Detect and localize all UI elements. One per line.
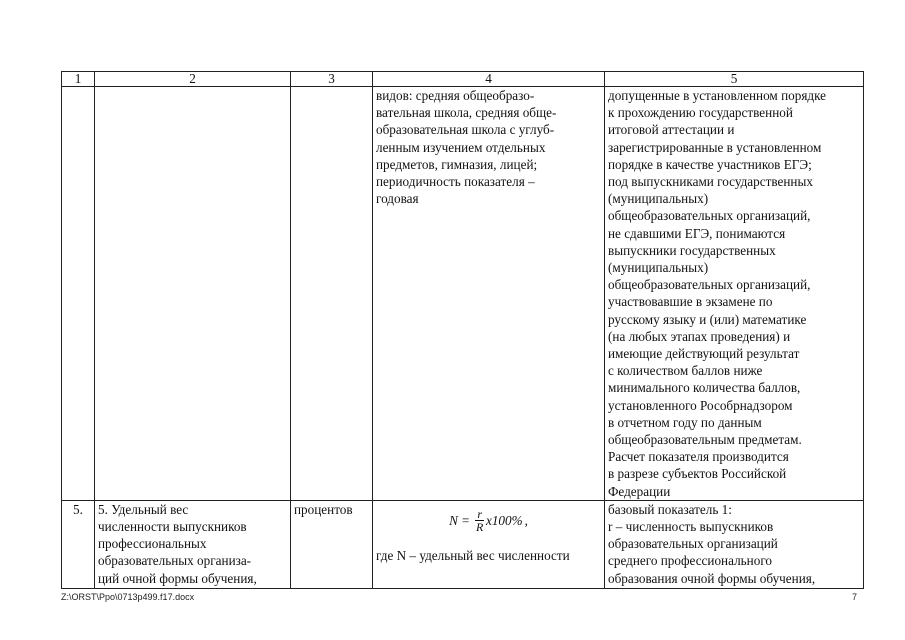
text-line: итоговой аттестации и bbox=[608, 122, 735, 138]
text-line: Федерации bbox=[608, 483, 671, 499]
text-line: образовательных организа- bbox=[98, 553, 252, 569]
text-line: ций очной формы обучения, bbox=[98, 570, 257, 586]
text-line: Расчет показателя производится bbox=[608, 449, 789, 465]
text-line: образовательных организаций bbox=[608, 536, 778, 552]
formula-lhs: N bbox=[449, 513, 458, 529]
text-line: r – численность выпускников bbox=[608, 519, 774, 535]
text-line: русскому языку и (или) математике bbox=[608, 311, 807, 327]
row-number: 5. bbox=[62, 500, 95, 588]
text-line: с количеством баллов ниже bbox=[608, 363, 763, 379]
indicator-name-cell bbox=[95, 500, 291, 588]
formula-tail: x100% bbox=[485, 513, 523, 529]
text-line: годовая bbox=[376, 191, 419, 207]
text-line: общеобразовательных организаций, bbox=[608, 208, 811, 224]
header-cell-4: 4 bbox=[373, 72, 605, 87]
text-line: минимального количества баллов, bbox=[608, 380, 801, 396]
cont-cell-1 bbox=[62, 87, 95, 501]
cont-cell-3 bbox=[291, 87, 373, 501]
text-line: под выпускниками государственных bbox=[608, 174, 813, 190]
formula-fraction bbox=[475, 508, 484, 533]
text-line: установленного Рособрнадзором bbox=[608, 397, 793, 413]
text-line: образования очной формы обучения, bbox=[608, 570, 816, 586]
text-line: периодичность показателя – bbox=[376, 174, 535, 190]
formula bbox=[376, 503, 601, 539]
text-line: предметов, гимназия, лицей; bbox=[376, 156, 538, 172]
text-line: не сдавшими ЕГЭ, понимаются bbox=[608, 225, 786, 241]
text-line: профессиональных bbox=[98, 536, 207, 552]
text-line: участвовавшие в экзамене по bbox=[608, 294, 773, 310]
text-line: (муниципальных) bbox=[608, 191, 709, 207]
header-cell-5: 5 bbox=[605, 72, 864, 87]
text-line: в разрезе субъектов Российской bbox=[608, 466, 787, 482]
header-cell-2: 2 bbox=[95, 72, 291, 87]
cont-cell-2 bbox=[95, 87, 291, 501]
footer-file-path: Z:\ORST\Ppo\0713p499.f17.docx bbox=[61, 592, 195, 602]
text-line: (муниципальных) bbox=[608, 260, 709, 276]
formula-numerator: r bbox=[477, 507, 482, 522]
text-line: допущенные в установленном порядке bbox=[608, 88, 827, 103]
table-row-continuation bbox=[62, 87, 864, 501]
text-line: 5. Удельный вес bbox=[98, 501, 189, 517]
cont-cell-4 bbox=[373, 87, 605, 501]
table-row-5 bbox=[62, 500, 864, 588]
text-line: численности выпускников bbox=[98, 519, 247, 535]
table-header-row bbox=[62, 72, 864, 87]
document-table bbox=[61, 71, 864, 589]
text-line: среднего профессионального bbox=[608, 553, 772, 569]
formula-equals: = bbox=[461, 513, 470, 529]
unit-cell: процентов bbox=[291, 500, 373, 588]
text-line: (на любых этапах проведения) и bbox=[608, 328, 791, 344]
text-line: порядке в качестве участников ЕГЭ; bbox=[608, 156, 812, 172]
text-line: общеобразовательным предметам. bbox=[608, 432, 802, 448]
header-cell-3: 3 bbox=[291, 72, 373, 87]
text-line: видов: средняя общеобразо- bbox=[376, 88, 535, 103]
text-line: в отчетном году по данным bbox=[608, 414, 762, 430]
text-line: зарегистрированные в установленном bbox=[608, 139, 822, 155]
text-line: выпускники государственных bbox=[608, 242, 776, 258]
formula-explanation: где N – удельный вес численности bbox=[376, 547, 570, 563]
text-line: образовательная школа с углуб- bbox=[376, 122, 555, 138]
footer-page-number: 7 bbox=[852, 592, 858, 602]
text-line: к прохождению государственной bbox=[608, 105, 793, 121]
formula-denominator: R bbox=[475, 520, 484, 535]
text-line: ленным изучением отдельных bbox=[376, 139, 546, 155]
text-line: базовый показатель 1: bbox=[608, 501, 732, 517]
method-cell bbox=[605, 500, 864, 588]
text-line: общеобразовательных организаций, bbox=[608, 277, 811, 293]
formula-cell bbox=[373, 500, 605, 588]
text-line: вательная школа, средняя обще- bbox=[376, 105, 557, 121]
header-cell-1: 1 bbox=[62, 72, 95, 87]
cont-cell-5 bbox=[605, 87, 864, 501]
text-line: имеющие действующий результат bbox=[608, 346, 800, 362]
formula-comma: , bbox=[524, 513, 528, 529]
